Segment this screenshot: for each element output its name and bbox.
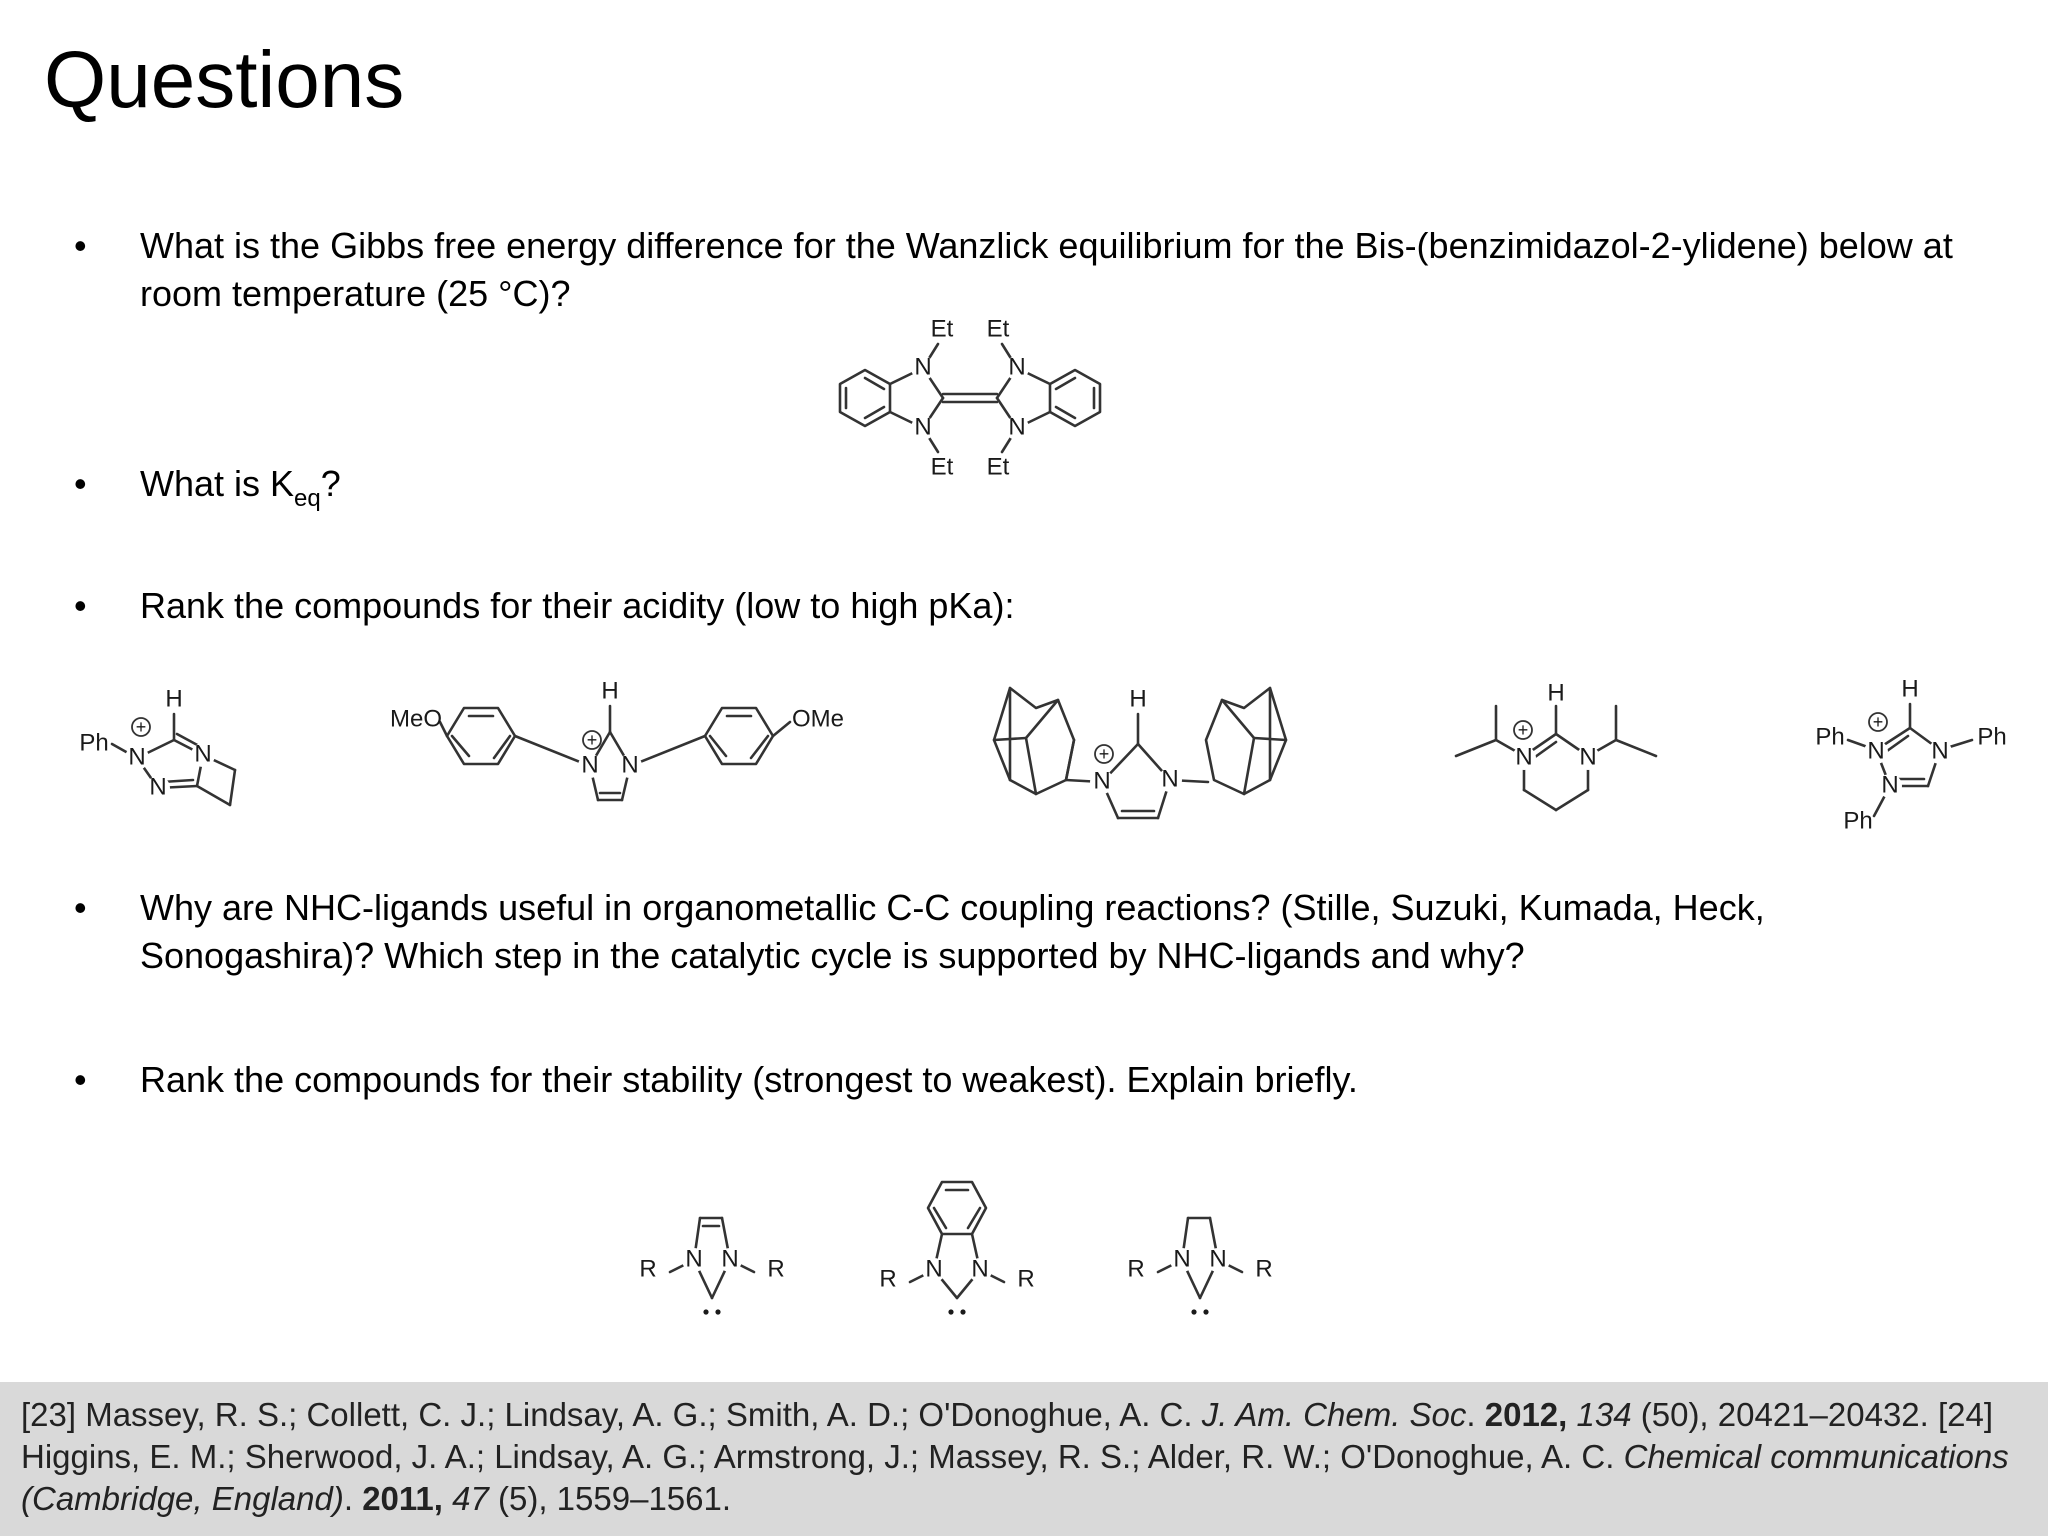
acidity-compound-4 [1440, 670, 1680, 830]
svg-text:N: N [1515, 743, 1533, 771]
bullet-marker: • [74, 463, 87, 504]
svg-text:H: H [1901, 675, 1919, 703]
keq-question-mark: ? [320, 463, 341, 504]
ref24-volume: 47 [452, 1480, 489, 1517]
ref24-authors: [24] Higgins, E. M.; Sherwood, J. A.; Lindsay, A. G.; Armstrong, J.; Massey, R. S.; Alder, R. W.; O'Donoghue, A. C. [21, 1396, 1994, 1475]
svg-text:N: N [1008, 413, 1026, 441]
svg-text:Et: Et [986, 453, 1010, 481]
svg-text:+: + [1872, 711, 1884, 732]
svg-text:N: N [1867, 737, 1885, 765]
question-nhc-coupling: Why are NHC-ligands useful in organometallic C-C coupling reactions? (Stille, Suzuki, Kumada, Heck, Sonogashira)? Which step in the catalytic cycle is supported by NHC-ligands and why? [140, 887, 1765, 976]
svg-text:N: N [1209, 1245, 1227, 1273]
keq-text: What is K [140, 463, 295, 504]
stability-carbene-imidazolinylidene [1118, 1200, 1298, 1320]
svg-text:R: R [879, 1265, 897, 1293]
svg-text:Ph: Ph [1815, 723, 1845, 751]
svg-text:Ph: Ph [1977, 723, 2007, 751]
svg-text:+: + [1517, 719, 1529, 740]
svg-text:R: R [639, 1255, 657, 1283]
ref24-year: 2011, [362, 1480, 443, 1517]
svg-text:N: N [621, 751, 639, 779]
references-footer [0, 1382, 2048, 1536]
ref23-year: 2012, [1484, 1396, 1568, 1433]
svg-text:Ph: Ph [79, 729, 109, 757]
svg-text:N: N [914, 413, 932, 441]
question-stability: Rank the compounds for their stability (strongest to weakest). Explain briefly. [140, 1059, 1358, 1100]
svg-text:R: R [767, 1255, 785, 1283]
svg-text:Et: Et [986, 315, 1010, 343]
svg-text:N: N [721, 1245, 739, 1273]
svg-text:+: + [135, 716, 147, 737]
acidity-compound-1 [70, 670, 290, 830]
svg-text:H: H [1547, 679, 1565, 707]
svg-text:N: N [194, 740, 212, 768]
svg-text:N: N [1931, 737, 1949, 765]
svg-text:Et: Et [930, 315, 954, 343]
svg-text:N: N [1008, 353, 1026, 381]
svg-text:MeO: MeO [389, 705, 443, 733]
bis-benzimidazolylidene-structure [800, 308, 1140, 498]
svg-text:R: R [1017, 1265, 1035, 1293]
svg-text:+: + [1098, 743, 1110, 764]
ref23-volume: 134 [1576, 1396, 1632, 1433]
references-text [21, 1394, 2021, 1520]
svg-text:N: N [1881, 771, 1899, 799]
acidity-compound-2 [370, 670, 890, 830]
svg-text:OMe: OMe [791, 705, 845, 733]
svg-text:H: H [1129, 685, 1147, 713]
ref23-journal: J. Am. Chem. Soc [1201, 1396, 1467, 1433]
ref23-pages: (50), 20421–20432. [1631, 1396, 1938, 1433]
svg-text:Et: Et [930, 453, 954, 481]
svg-text:N: N [971, 1255, 989, 1283]
svg-text:N: N [1173, 1245, 1191, 1273]
question-gibbs-energy: What is the Gibbs free energy difference for the Wanzlick equilibrium for the Bis-(benzimidazol-2-ylidene) below at room temperature (25 °C)? [140, 225, 1953, 314]
svg-text:H: H [165, 685, 183, 713]
svg-text:N: N [128, 743, 146, 771]
svg-text:N: N [1579, 743, 1597, 771]
svg-text:N: N [581, 751, 599, 779]
svg-text:N: N [914, 353, 932, 381]
svg-text:N: N [925, 1255, 943, 1283]
bullet-marker: • [74, 1059, 87, 1100]
svg-text:N: N [1093, 767, 1111, 795]
svg-text:Ph: Ph [1843, 807, 1873, 835]
svg-text:R: R [1255, 1255, 1273, 1283]
keq-subscript: eq [294, 485, 321, 512]
ref24-space [443, 1480, 452, 1517]
acidity-compound-5 [1800, 670, 2030, 840]
svg-text:N: N [149, 773, 167, 801]
svg-text:H: H [601, 677, 619, 705]
ref23-sep: . [1466, 1396, 1485, 1433]
bullet-marker: • [74, 887, 87, 928]
svg-text:R: R [1127, 1255, 1145, 1283]
ref23-authors: [23] Massey, R. S.; Collett, C. J.; Lindsay, A. G.; Smith, A. D.; O'Donoghue, A. C. [21, 1396, 1202, 1433]
ref24-sep: . [343, 1480, 363, 1517]
bullet-marker: • [74, 585, 87, 626]
ref24-journal: Chemical communications (Cambridge, England) [21, 1438, 2009, 1517]
slide-title: Questions [44, 35, 405, 124]
acidity-compound-3 [970, 670, 1310, 830]
ref23-space [1567, 1396, 1576, 1433]
bullet-marker: • [74, 225, 87, 266]
question-acidity: Rank the compounds for their acidity (low to high pKa): [140, 585, 1015, 626]
svg-text:N: N [685, 1245, 703, 1273]
svg-text:+: + [586, 729, 598, 750]
stability-carbene-imidazolylidene [630, 1200, 810, 1320]
svg-text:N: N [1161, 765, 1179, 793]
ref24-pages: (5), 1559–1561. [488, 1480, 732, 1517]
stability-carbene-benzimidazolylidene [870, 1176, 1050, 1336]
